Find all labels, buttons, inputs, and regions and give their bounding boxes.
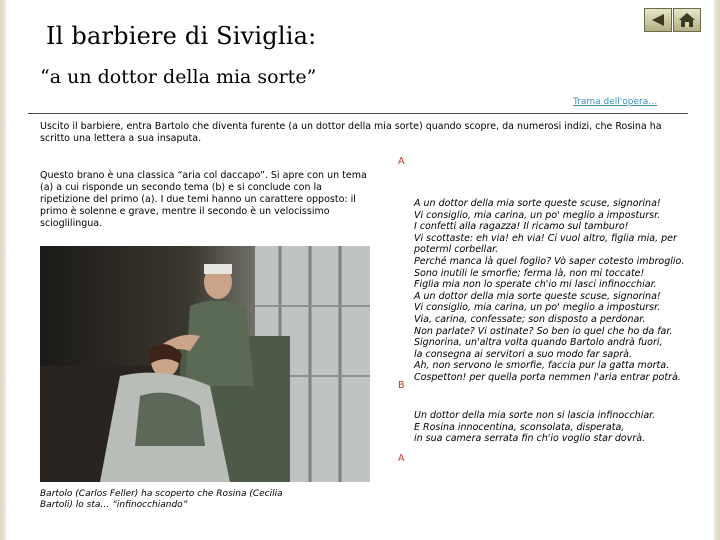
lyric-line: Perché manca là quel foglio? Vò saper cotesto imbroglio. [414,255,685,267]
lyric-line: Signorina, un'altra volta quando Bartolo andrà fuori, [414,337,663,349]
lyrics-section-a-end [414,410,704,445]
lyric-line: poterml corbellar. [414,244,499,256]
lyric-line: Non parlate? Vi ostinate? So ben io quel che ho da far. [414,325,673,337]
back-button[interactable] [644,8,672,32]
image-caption: Bartolo (Carlos Feller) ha scoperto che Rosina (Cecilia Bartoli) lo sta… “infinocchiando” [40,489,283,510]
lyric-line: Vi consiglio, mia carina, un po' meglio a impostursr. [414,302,661,314]
opera-scene-image [40,246,370,482]
page-subtitle: “a un dottor della mia sorte” [40,66,317,88]
lyric-line: A un dottor della mia sorte queste scuse, signorina! [414,198,661,209]
lyric-line: Via, carina, confessate; son disposto a perdonar. [414,313,646,325]
section-marker-a-top: A [398,156,405,167]
home-button[interactable] [673,8,701,32]
description-text: Questo brano è una classica “aria col daccapo”. Si apre con un tema (a) a cui risponde un secondo tema (b) e si conclude con la ripetizione del primo (a). I due temi hanno un carattere opposto: il primo è solenne e grave, mentre il secondo è un velocissimo scioglilingua. [40,170,367,229]
lyric-line: Ah, non servono le smorfie, faccia pur la gatta morta. [414,360,670,372]
home-icon [678,12,696,28]
section-marker-a-bottom: A [398,453,405,464]
lyrics-section-a-b [414,198,704,384]
page-title: Il barbiere di Siviglia: [46,22,317,50]
lyric-line: Sono inutili le smorfie; ferma là, non mi toccate! [414,267,645,279]
lyric-line: A un dottor della mia sorte queste scuse, signorina! [414,290,661,302]
back-arrow-icon [650,13,666,27]
lyric-line: la consegna ai servitori a suo modo far saprà. [414,348,632,360]
section-marker-b: B [398,380,405,391]
lyric-line: Un dottor della mia sorte non si lascia infinocchiar. [414,410,656,421]
divider [28,113,688,114]
lyric-line: I confetti alla ragazza! Il ricamo sul tamburo! [414,221,629,233]
lyric-line: Cospetton! per quella porta nemmen l'aria entrar potrà. [414,371,681,383]
lyric-line: E Rosina innocentina, sconsolata, disperata, [414,421,625,433]
intro-text: Uscito il barbiere, entra Bartolo che diventa furente (a un dottor della mia sorte) quando scopre, da numerosi indizi, che Rosina ha scritto una lettera a sua insaputa. [40,121,662,144]
lyric-line: Figlia mia non lo sperate ch'io mi lasci infinocchiar. [414,279,657,291]
lyric-line: in sua camera serrata fin ch'io voglio star dovrà. [414,433,646,445]
lyric-line: Vi scottaste: eh via! eh via! Ci vuol altro, figlia mia, per [414,232,677,244]
right-border-bar [714,0,720,540]
left-border-bar [0,0,6,540]
lyric-line: Vi consiglio, mia carina, un po' meglio a impostursr. [414,209,661,221]
plot-link[interactable]: Trama dell'opera… [573,97,658,107]
